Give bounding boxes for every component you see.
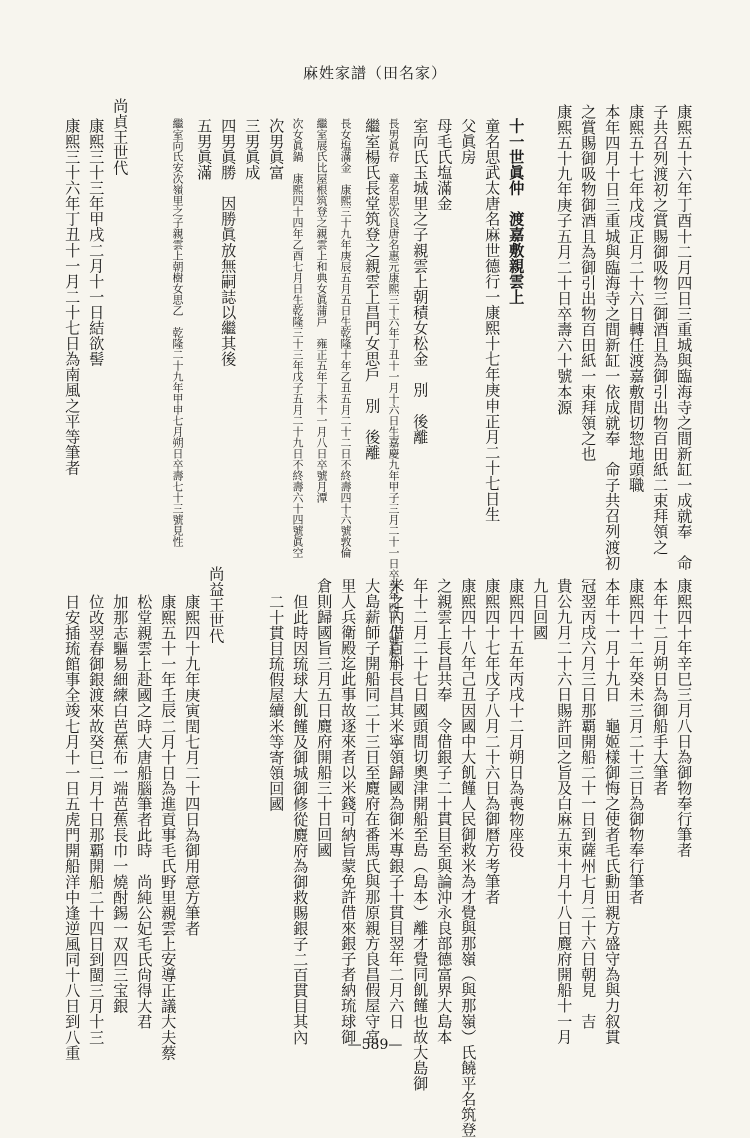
text-column-top-26: 康熙三十六年丁丑十一月二十七日為南風之平等筆者 xyxy=(63,118,82,476)
text-column-top-3: 康熙五十七年戊戌正月二十六日轉任渡嘉敷間切惣地頭職 xyxy=(627,104,646,493)
text-column-bottom-11: 之親雲上長昌共奉 令借銀子二十貫目至與論沖永良部德富界大島本 xyxy=(435,578,454,1045)
text-column-top-15: 長女塩滿金 康熙三十九年庚辰五月五日生乾隆十年乙丑五月二十二日不終壽四十六號敦倫 xyxy=(339,118,352,558)
text-column-top-4: 本年四月十日三重城與臨海寺之間新缸一依成就奉 命子共召列渡初 xyxy=(603,104,622,571)
reign-heading-shoutei: 尚貞王世代 xyxy=(111,98,130,176)
text-column-bottom-26: 日安插琉館事全竣七月十一日五虎門開船洋中逢逆風同十八日到八重 xyxy=(63,594,82,1061)
text-column-bottom-18: 二十貫目琉假屋續米等寄領回國 xyxy=(267,594,286,812)
text-column-top-13: 長男眞存 童名思次良唐名惠元康熙三十六年丁丑十一月十六日生嘉慶九年甲子三月二十一日卒享年四十八號起一 xyxy=(387,118,400,668)
text-column-bottom-13: 米之內借百斛長昌其米寧領歸國為御米專銀子十貫目翌年二月六日 xyxy=(387,578,406,1029)
text-column-bottom-14: 大島薪師子開船同二十三日至麑府在番馬氏與那原親方良昌假屋守宮 xyxy=(363,578,382,1045)
text-column-top-21: 五男眞滿 xyxy=(195,118,214,181)
text-column-top-11: 母毛氏塩滿金 xyxy=(435,118,454,212)
text-column-top-6: 康熙五十九年庚子五月二十日卒壽六十號本源 xyxy=(555,104,574,415)
text-column-bottom-7: 九日回國 xyxy=(531,578,550,641)
text-column-top-12: 室向氏玉城里之子親雲上朝積女松金 別 後離 xyxy=(411,118,430,445)
text-column-bottom-9: 康熙四十七年戊子八月二十六日為御暦方考筆者 xyxy=(483,578,502,905)
text-column-bottom-17: 但此時因琉球大飢饉及御城御修從麑府為御救賜銀子二百貫目其內 xyxy=(291,594,310,1045)
text-column-bottom-10: 康熙四十八年己丑因國中大飢饉人民御救米為才覺與那嶺（與那嶺）氏饒平名筑登 xyxy=(459,578,478,1138)
text-column-bottom-2: 本年十二月朔日為御船手大筆者 xyxy=(651,578,670,796)
text-column-bottom-8: 康熙四十五年丙戌十二月朔日為喪物座役 xyxy=(507,578,526,858)
text-column-bottom-12: 年十二月二十七日國頭間切奧津開船至島（島本）離才覺同飢饉也故大島御 xyxy=(411,578,430,1092)
text-column-top-14: 繼室楊氏長堂筑登之親雲上昌門女思戶 別 後離 xyxy=(363,118,382,461)
text-column-top-9: 童名思武太唐名麻世德行一康熙十七年庚申正月二十七日生 xyxy=(483,118,502,523)
reign-heading-shoueki: 尚益王世代 xyxy=(207,566,226,644)
text-column-top-22: 繼室向氏安次嶺里之子親雲上朝樹女思乙 乾隆二十九年甲申七月朔日卒壽七十三號見性 xyxy=(171,118,184,547)
generation-heading: 十一世眞仲 渡嘉敷親雲上 xyxy=(507,118,526,305)
text-column-bottom-24: 加那志驅易細練白芭蕉布一端芭蕉長巾一燒酎錫一双四三宝銀 xyxy=(111,594,130,1014)
text-column-top-17: 次女眞鍋 康熙四十四年乙酉七月日生乾隆三十三年戊子五月二十九日不終壽六十四號眞空 xyxy=(291,118,304,558)
text-column-top-5: 之賞賜御吸物御酒且為御引出物百田紙一束拜領之也 xyxy=(579,104,598,462)
text-column-bottom-4: 本年十一月十九日 龜姬樣御悔之使者毛氏勳田親方盛守為與力叙貫 xyxy=(603,578,622,1045)
text-column-top-10: 父眞房 xyxy=(459,118,478,165)
text-column-bottom-22: 康熙五十一年壬辰二月十日為進貢事毛氏野里親雲上安導正議大夫蔡 xyxy=(159,594,178,1061)
text-column-bottom-23: 松堂親雲上赴國之時大唐船腦筆者此時 尚純公妃毛氏尙得大君 xyxy=(135,594,154,1030)
text-column-top-19: 三男眞成 xyxy=(243,118,262,181)
text-column-bottom-15: 里人兵衛殿迄此事故逐來者以米錢可納旨蒙免許借來銀子者納琉球御 xyxy=(339,578,358,1045)
text-column-top-16: 繼室展氏比屋根筑登之親雲上和典女眞蒲戶 雍正五年丁未十一月八日卒號月潭 xyxy=(315,118,328,503)
page-header: 麻姓家譜（田名家） xyxy=(302,64,447,82)
text-column-top-20: 四男眞勝 因勝眞放無嗣誌以繼其後 xyxy=(219,118,238,367)
text-column-bottom-21: 康熙四十九年庚寅閏七月二十四日為御用意方筆者 xyxy=(183,594,202,937)
text-column-bottom-3: 康熙四十二年癸未三月二十三日為御物奉行筆者 xyxy=(627,578,646,905)
text-column-bottom-5: 冠翌丙戌六月三日那覇開船二十一日到薩州七月二十六日朝見 吉 xyxy=(579,578,598,1029)
text-column-top-2: 子共召列渡初之賞賜御吸物三御酒且為御引出物百田紙二束拜領之 xyxy=(651,104,670,555)
text-column-bottom-16: 倉則歸國旨三月五日麑府開船三十日回國 xyxy=(315,578,334,858)
text-column-top-18: 次男眞富 xyxy=(267,118,286,181)
text-column-top-25: 康熙三十三年甲戌二月十一日結欲髻 xyxy=(87,118,106,367)
page-number: —589— xyxy=(347,1037,403,1053)
text-column-top-1: 康熙五十六年丁酉十二月四日三重城與臨海寺之間新缸一成就奉 命 xyxy=(675,104,694,571)
text-column-bottom-1: 康熙四十年辛巳三月八日為御物奉行筆者 xyxy=(675,578,694,858)
text-column-bottom-6: 貴公九月二十六日賜許回之旨及白麻五束十月十八日麑府開船十一月 xyxy=(555,578,574,1045)
text-column-bottom-25: 位改翌春御銀渡來故癸巳二月十日那覇開船二十四日到閩三月十三 xyxy=(87,594,106,1045)
